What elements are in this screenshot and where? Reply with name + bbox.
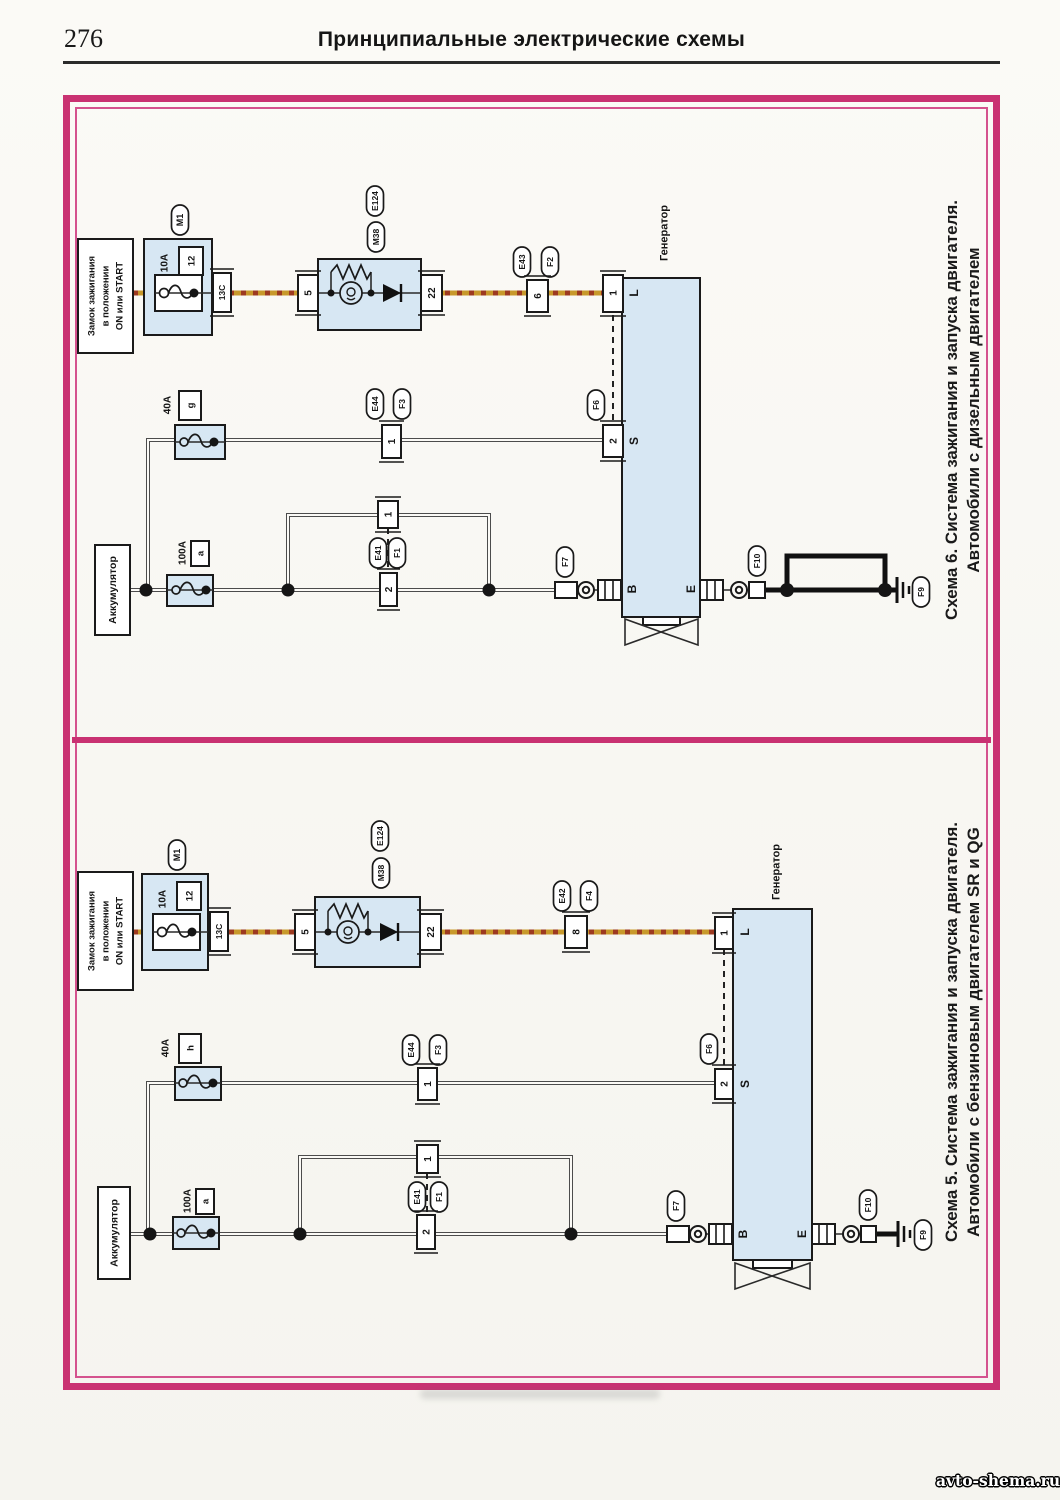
connector-label-f6	[701, 1034, 718, 1064]
svg-text:1: 1	[423, 1081, 434, 1087]
svg-text:40A: 40A	[160, 1038, 172, 1058]
svg-text:B: B	[736, 1229, 750, 1239]
svg-text:Генератор: Генератор	[658, 204, 671, 262]
battery-box	[98, 1187, 130, 1279]
svg-text:F9: F9	[916, 587, 926, 597]
svg-text:E44: E44	[406, 1042, 416, 1058]
svg-text:в положении: в положении	[100, 900, 112, 962]
charge-lamp-icon	[337, 921, 359, 943]
terminal-block-e	[700, 580, 723, 600]
svg-text:12: 12	[184, 890, 196, 902]
generator-terminal-2	[600, 421, 626, 461]
svg-text:F6: F6	[591, 400, 601, 410]
svg-text:F7: F7	[560, 557, 570, 567]
svg-text:8: 8	[571, 929, 583, 935]
svg-text:E42: E42	[557, 888, 567, 904]
svg-text:E44: E44	[370, 396, 380, 412]
svg-text:F10: F10	[752, 553, 762, 569]
svg-text:F9: F9	[918, 1230, 928, 1240]
svg-text:Генератор: Генератор	[770, 843, 783, 901]
svg-text:22: 22	[426, 926, 437, 938]
svg-text:E124: E124	[370, 191, 380, 211]
relay-pin-5	[292, 910, 318, 954]
terminal-block-b	[709, 1224, 732, 1244]
connector-f7	[555, 547, 622, 600]
svg-text:1: 1	[387, 438, 398, 445]
svg-text:a: a	[195, 550, 207, 557]
svg-text:F1: F1	[392, 548, 402, 558]
relay-pin-5	[295, 271, 321, 315]
svg-text:Замок зажигания: Замок зажигания	[86, 255, 98, 337]
svg-text:g: g	[185, 402, 197, 409]
svg-text:2: 2	[719, 1081, 731, 1087]
watermark: avto-shema.ru	[936, 1471, 1060, 1490]
ground-icon	[898, 1221, 910, 1247]
junction-dot	[565, 1228, 578, 1241]
fuse-block-m1	[144, 205, 234, 335]
connector-13c	[207, 908, 231, 955]
svg-text:Схема 6. Система зажигания и з: Схема 6. Система зажигания и запуска двигателя.	[942, 199, 961, 621]
connector-f10-f9	[812, 1190, 932, 1250]
generator-terminal-1	[712, 913, 736, 953]
svg-text:E43: E43	[517, 254, 527, 270]
connector-e44-f3	[403, 1035, 447, 1104]
svg-text:Замок зажигания: Замок зажигания	[86, 890, 98, 972]
svg-text:E41: E41	[373, 545, 383, 561]
svg-text:Схема 5. Система зажигания и з: Схема 5. Система зажигания и запуска двигателя.	[942, 821, 961, 1243]
connector-f7	[667, 1191, 733, 1244]
junction-dot	[140, 584, 153, 597]
svg-text:22: 22	[427, 287, 438, 299]
svg-text:M1: M1	[172, 848, 183, 862]
svg-text:F4: F4	[584, 891, 594, 901]
svg-text:100A: 100A	[182, 1189, 194, 1213]
svg-text:M38: M38	[371, 228, 381, 246]
svg-text:1: 1	[719, 930, 731, 936]
svg-text:S: S	[738, 1079, 752, 1089]
svg-text:12: 12	[186, 255, 198, 267]
svg-text:F1: F1	[434, 1192, 444, 1202]
connector-13c	[210, 269, 234, 316]
svg-text:10A: 10A	[157, 889, 169, 909]
svg-text:E124: E124	[375, 826, 385, 846]
svg-text:F10: F10	[863, 1197, 873, 1213]
svg-text:B: B	[625, 584, 639, 594]
ground-icon	[897, 577, 909, 603]
relay-m38	[292, 821, 444, 967]
svg-text:Аккумулятор: Аккумулятор	[108, 1199, 121, 1267]
svg-text:13C: 13C	[217, 284, 227, 301]
svg-text:ON или START: ON или START	[114, 896, 126, 966]
connector-label-f6	[588, 390, 605, 420]
svg-text:5: 5	[303, 290, 315, 296]
pulley-icon	[625, 617, 698, 645]
terminal-block-e	[812, 1224, 835, 1244]
svg-text:F2: F2	[545, 257, 555, 267]
svg-text:1: 1	[608, 290, 620, 296]
svg-text:S: S	[627, 436, 641, 446]
fuse-40a	[161, 1034, 222, 1100]
svg-text:100A: 100A	[177, 541, 189, 565]
junction-dot	[144, 1228, 157, 1241]
svg-text:Автомобили с бензиновым двигат: Автомобили с бензиновым двигателем SR и QG	[964, 827, 983, 1237]
svg-text:13C: 13C	[214, 923, 224, 940]
caption-scheme6	[942, 200, 983, 620]
fuse-40a	[163, 391, 226, 459]
generator-box	[712, 844, 812, 1289]
svg-text:E: E	[795, 1229, 809, 1239]
svg-text:L: L	[627, 289, 641, 297]
svg-text:5: 5	[300, 929, 312, 935]
svg-text:E: E	[684, 584, 698, 594]
junction-dot	[483, 584, 496, 597]
frame-divider	[72, 737, 991, 743]
svg-text:2: 2	[608, 438, 620, 444]
svg-text:1: 1	[423, 1156, 434, 1162]
svg-text:h: h	[185, 1045, 197, 1051]
fuse-100a	[167, 541, 213, 606]
ignition-switch-box	[78, 239, 133, 353]
svg-text:a: a	[200, 1198, 212, 1205]
svg-text:M38: M38	[376, 864, 386, 882]
relay-m38	[295, 186, 445, 330]
fuse-100a	[173, 1189, 219, 1249]
pulley-icon	[735, 1260, 810, 1289]
ground-wiring	[700, 556, 909, 603]
junction-dot	[282, 584, 295, 597]
page-number: 276	[64, 24, 103, 53]
svg-text:F6: F6	[704, 1044, 714, 1054]
relay-pin-22	[418, 271, 445, 315]
svg-text:40A: 40A	[162, 395, 174, 415]
svg-text:6: 6	[533, 293, 544, 299]
svg-text:ON или START: ON или START	[114, 261, 126, 331]
connector-e44-f3	[367, 389, 411, 462]
connector-e42-f4	[554, 881, 598, 952]
header-rule	[63, 61, 1000, 64]
terminal-block-b	[598, 580, 621, 600]
svg-text:Автомобили с дизельным двигате: Автомобили с дизельным двигателем	[964, 247, 983, 573]
svg-text:2: 2	[384, 586, 395, 593]
junction-dot	[294, 1228, 307, 1241]
charge-lamp-icon	[340, 282, 362, 304]
svg-text:F3: F3	[433, 1045, 443, 1055]
svg-text:2: 2	[421, 1229, 433, 1235]
connector-e43-f2	[514, 247, 559, 316]
diagram-scheme6	[65, 95, 1000, 740]
svg-text:10A: 10A	[159, 253, 171, 273]
generator-terminal-1	[600, 271, 626, 316]
generator-box	[600, 205, 700, 645]
scan-smudge	[420, 1389, 660, 1399]
svg-text:в положении: в положении	[100, 265, 112, 327]
svg-text:E41: E41	[412, 1189, 422, 1205]
fuse-block-m1	[142, 840, 231, 970]
svg-text:F7: F7	[671, 1201, 681, 1211]
caption-scheme5	[942, 822, 983, 1242]
svg-text:L: L	[738, 928, 752, 936]
ignition-switch-box	[78, 872, 133, 990]
diagram-scheme5	[65, 742, 1000, 1392]
page-title: Принципиальные электрические схемы	[317, 28, 746, 51]
svg-text:M1: M1	[175, 213, 186, 227]
relay-pin-22	[417, 910, 444, 954]
power-wires	[130, 440, 605, 592]
svg-text:F3: F3	[397, 399, 407, 409]
battery-box	[95, 545, 130, 635]
svg-text:Аккумулятор: Аккумулятор	[107, 556, 119, 624]
generator-terminal-2	[712, 1065, 736, 1103]
svg-text:1: 1	[383, 511, 395, 518]
